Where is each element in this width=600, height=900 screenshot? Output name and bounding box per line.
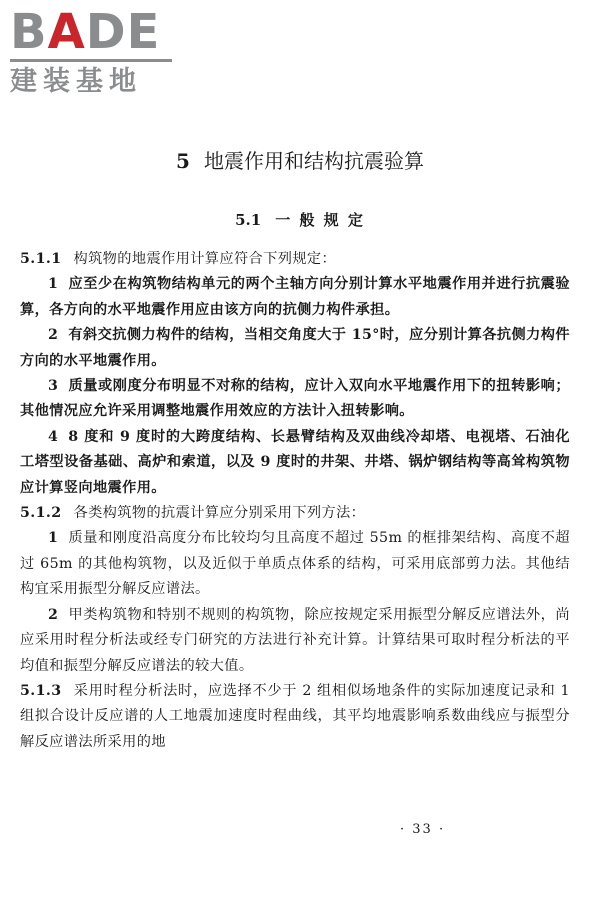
item-text: 应至少在构筑物结构单元的两个主轴方向分别计算水平地震作用并进行抗震验算，各方向的水平地震作用应由该方向的抗侧力构件承担。 [20,276,570,318]
item-number: 1 [48,530,59,547]
logo-chinese-name: 建装基地 [10,66,142,97]
item-text: 甲类构筑物和特别不规则的构筑物，除应按规定采用振型分解反应谱法外，尚应采用时程分析法或经专门研究的方法进行补充计算。计算结果可取时程分析法的平均值和振型分解反应谱法的较大值。 [20,606,570,674]
item-paragraph [20,272,570,323]
section-title: 一 般 规 定 [275,211,365,229]
item-text: 质量或刚度分布明显不对称的结构，应计入双向水平地震作用下的扭转影响；其他情况应允许采用调整地震作用效应的方法计入扭转影响。 [20,378,570,420]
item-number: 2 [48,327,59,344]
logo-mark-accent: A [47,4,86,60]
page-number: · 33 · [400,822,446,837]
item-paragraph [20,374,570,425]
clause-paragraph [20,501,570,526]
logo-mark-prefix: B [10,4,48,60]
item-number: 1 [48,276,59,293]
item-text: 有斜交抗侧力构件的结构，当相交角度大于 15°时，应分别计算各抗侧力构件方向的水平地震作用。 [20,327,570,369]
item-number: 4 [48,428,59,445]
clause-paragraph [20,679,570,755]
clause-text: 各类构筑物的抗震计算应分别采用下列方法： [73,505,366,522]
section-number: 5.1 [235,211,262,229]
item-paragraph [20,526,570,602]
chapter-number: 5 [176,149,190,173]
logo-wordmark [10,6,180,58]
clause-number: 5.1.2 [20,505,62,522]
clause-text: 构筑物的地震作用计算应符合下列规定： [73,251,337,267]
clause-text: 采用时程分析法时，应选择不少于 2 组相似场地条件的实际加速度记录和 1 组拟合设计反应谱的人工地震加速度时程曲线，其平均地震影响系数曲线应与振型分解反应谱法所采用的地 [20,682,570,750]
item-number: 2 [48,606,59,623]
item-text: 质量和刚度沿高度分布比较均匀且高度不超过 55m 的框排架结构、高度不超过 65m 的其他构筑物，以及近似于单质点体系的结构，可采用底部剪力法。其他结构宜采用振型分解反应谱法。 [20,530,570,598]
clause-number: 5.1.1 [20,251,62,267]
item-paragraph [20,603,570,679]
item-text: 8 度和 9 度时的大跨度结构、长悬臂结构及双曲线冷却塔、电视塔、石油化工塔型设备基础、高炉和索道，以及 9 度时的井架、井塔、锅炉钢结构等高耸构筑物应计算竖向地震作用。 [20,428,570,496]
clause-number: 5.1.3 [20,682,62,699]
document-body [20,247,570,755]
section-heading [0,210,600,230]
logo-mark-suffix: DE [85,4,161,60]
item-number: 3 [48,378,59,395]
item-paragraph [20,323,570,374]
chapter-title: 地震作用和结构抗震验算 [203,149,424,173]
item-paragraph [20,425,570,501]
bade-logo [10,6,180,99]
chapter-heading [0,148,600,174]
clause-paragraph [20,247,570,272]
